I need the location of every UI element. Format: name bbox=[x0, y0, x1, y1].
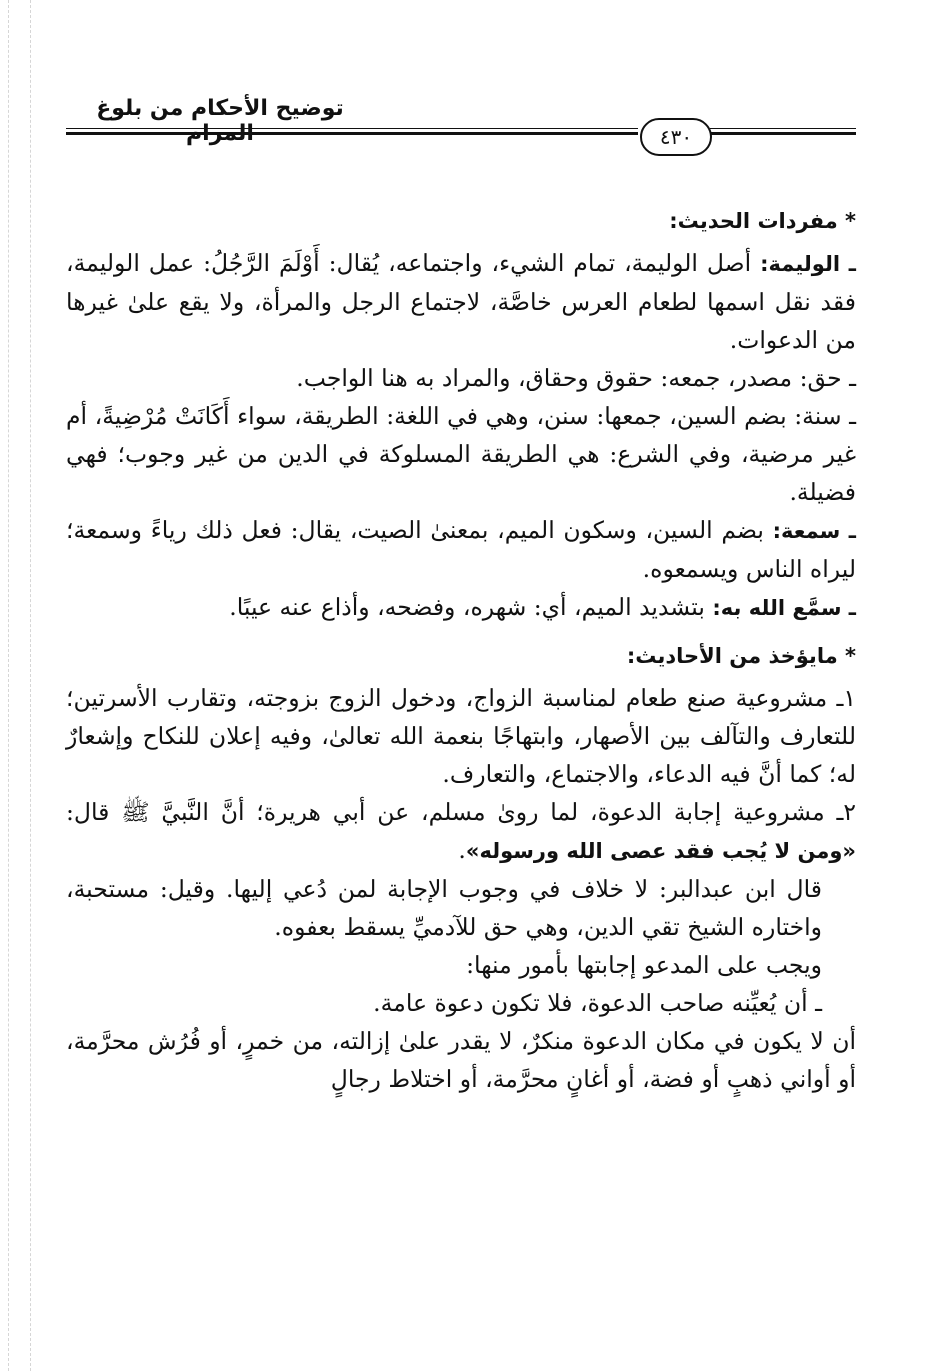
definition-haqq: مصدر، جمعه: حقوق وحقاق، والمراد به هنا الواجب. bbox=[296, 364, 793, 392]
header-rule-left bbox=[66, 132, 638, 135]
ruling-item-2-end: . bbox=[458, 836, 466, 864]
vocab-heading: * مفردات الحديث: bbox=[669, 209, 856, 233]
conditions-intro: ويجب على المدعو إجابتها بأمور منها: bbox=[466, 951, 822, 979]
hadith-quote: «ومن لا يُجب فقد عصى الله ورسوله» bbox=[465, 839, 856, 863]
scan-guide-line bbox=[30, 0, 31, 1371]
vocab-entry-sunna bbox=[66, 397, 856, 511]
header-rule-left-thin bbox=[66, 128, 638, 129]
vocab-entry-sammaa bbox=[66, 588, 856, 627]
header-rule-right bbox=[710, 132, 856, 135]
term-sunna: ـ سنة: bbox=[794, 402, 857, 430]
page-body bbox=[66, 196, 856, 1098]
vocab-entry-walima bbox=[66, 244, 856, 359]
vocab-entry-sumaa bbox=[66, 511, 856, 588]
page-number: ٤٣٠ bbox=[640, 118, 712, 156]
definition-sunna: بضم السين، جمعها: سنن، وهي في اللغة: الطريقة، سواء أَكَانَتْ مُرْضِيةً، أم غير مرضية، وفي الشرع: هي الطريقة المسلوكة في الدين من غير وجوب؛ فهي فضيلة. bbox=[66, 402, 856, 506]
condition-2: أن لا يكون في مكان الدعوة منكرٌ، لا يقدر علىٰ إزالته، من خمرٍ، أو فُرُش محرَّمة، أو أواني ذهبٍ أو فضة، أو أغانٍ محرَّمة، أو اختلاط رجالٍ bbox=[66, 1027, 856, 1093]
term-haqq: ـ حق: bbox=[799, 364, 856, 392]
definition-walima: أصل الوليمة، تمام الشيء، واجتماعه، يُقال: أَوْلَمَ الرَّجُلُ: عمل الوليمة، فقد نقل اسمها لطعام العرس خاصَّة، لاجتماع الرجل والمرأة، ولا يقع علىٰ غيرها من الدعوات. bbox=[66, 249, 856, 354]
ruling-item-2-intro: ٢ـ مشروعية إجابة الدعوة، لما روىٰ مسلم، عن أبي هريرة؛ أنَّ النَّبيَّ ﷺ قال: bbox=[66, 798, 856, 826]
definition-sammaa: بتشديد الميم، أي: شهره، وفضحه، وأذاع عنه عيبًا. bbox=[229, 593, 705, 621]
ibn-abdalbarr-paragraph: قال ابن عبدالبر: لا خلاف في وجوب الإجابة لمن دُعي إليها. وقيل: مستحبة، واختاره الشيخ تقي الدين، وهي حق للآدميِّ يسقط بعفوه. bbox=[66, 875, 822, 941]
ruling-item-1: ١ـ مشروعية صنع طعام لمناسبة الزواج، ودخول الزوج بزوجته، وتقارب الأسرتين؛ للتعارف والتآلف بين الأصهار، وابتهاجًا بنعمة الله تعالىٰ، وفيه إعلان للنكاح وإشعارٌ له؛ كما أنَّ فيه الدعاء، والاجتماع، والتعارف. bbox=[66, 684, 856, 788]
condition-1: ـ أن يُعيِّنه صاحب الدعوة، فلا تكون دعوة عامة. bbox=[373, 989, 822, 1017]
ruling-item-2 bbox=[66, 793, 856, 870]
scan-guide-line bbox=[8, 0, 9, 1371]
vocab-entry-haqq bbox=[66, 359, 856, 397]
term-walima: ـ الوليمة: bbox=[760, 252, 856, 276]
book-title: توضيح الأحكام من بلوغ المرام bbox=[96, 96, 344, 146]
header-rule-right-thin bbox=[710, 128, 856, 129]
term-sumaa: ـ سمعة: bbox=[772, 519, 856, 543]
definition-sumaa: بضم السين، وسكون الميم، بمعنىٰ الصيت، يقال: فعل ذلك رياءً وسمعة؛ ليراه الناس ويسمعوه. bbox=[66, 516, 856, 583]
term-sammaa: ـ سمَّع الله به: bbox=[712, 596, 856, 620]
rulings-heading: * مايؤخذ من الأحاديث: bbox=[626, 644, 856, 668]
